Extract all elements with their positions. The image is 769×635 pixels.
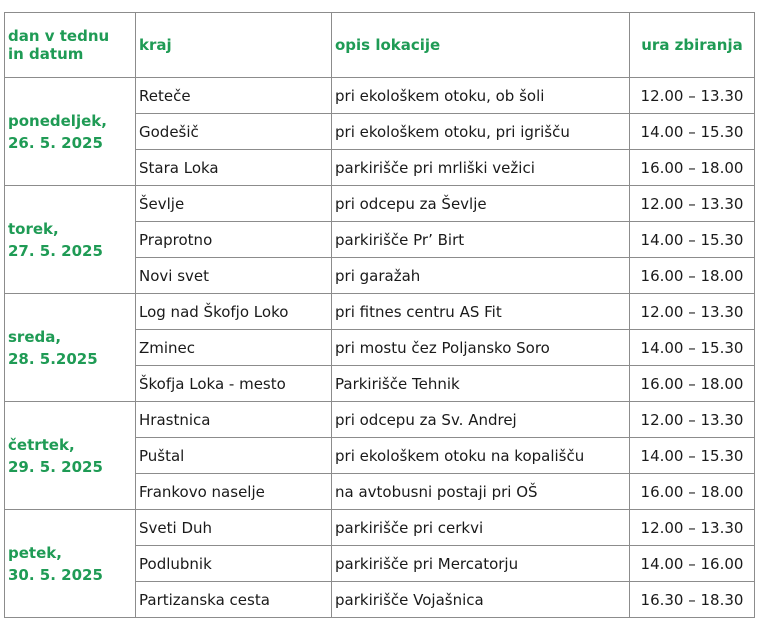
location-cell: parkirišče Pr’ Birt (332, 222, 630, 258)
location-cell: pri fitnes centru AS Fit (332, 294, 630, 330)
header-time: ura zbiranja (630, 13, 755, 78)
time-cell: 16.30 – 18.30 (630, 582, 755, 618)
place-cell: Frankovo naselje (136, 474, 332, 510)
schedule-table (4, 12, 755, 618)
time-cell: 16.00 – 18.00 (630, 366, 755, 402)
place-cell: Godešič (136, 114, 332, 150)
table-row (5, 294, 755, 330)
place-cell: Hrastnica (136, 402, 332, 438)
location-cell: parkirišče pri Mercatorju (332, 546, 630, 582)
day-name: ponedeljek, (8, 111, 107, 130)
time-cell: 14.00 – 15.30 (630, 114, 755, 150)
place-cell: Stara Loka (136, 150, 332, 186)
day-date-cell (5, 294, 136, 402)
place-cell: Partizanska cesta (136, 582, 332, 618)
day-name: četrtek, (8, 435, 75, 454)
time-cell: 14.00 – 15.30 (630, 330, 755, 366)
time-cell: 12.00 – 13.30 (630, 402, 755, 438)
location-cell: pri ekološkem otoku, ob šoli (332, 78, 630, 114)
place-cell: Praprotno (136, 222, 332, 258)
place-cell: Podlubnik (136, 546, 332, 582)
day-date-cell (5, 78, 136, 186)
time-cell: 14.00 – 15.30 (630, 222, 755, 258)
header-row (5, 13, 755, 78)
schedule-body (5, 78, 755, 618)
place-cell: Sveti Duh (136, 510, 332, 546)
location-cell: parkirišče Vojašnica (332, 582, 630, 618)
day-date: 28. 5.2025 (8, 349, 98, 368)
time-cell: 12.00 – 13.30 (630, 510, 755, 546)
time-cell: 12.00 – 13.30 (630, 294, 755, 330)
day-name: sreda, (8, 327, 62, 346)
table-row (5, 402, 755, 438)
location-cell: na avtobusni postaji pri OŠ (332, 474, 630, 510)
day-date: 26. 5. 2025 (8, 133, 103, 152)
day-date: 30. 5. 2025 (8, 565, 103, 584)
day-date-cell (5, 186, 136, 294)
table-row (5, 510, 755, 546)
header-place: kraj (136, 13, 332, 78)
day-date: 29. 5. 2025 (8, 457, 103, 476)
time-cell: 16.00 – 18.00 (630, 150, 755, 186)
location-cell: pri mostu čez Poljansko Soro (332, 330, 630, 366)
day-date: 27. 5. 2025 (8, 241, 103, 260)
time-cell: 14.00 – 15.30 (630, 438, 755, 474)
location-cell: pri odcepu za Sv. Andrej (332, 402, 630, 438)
place-cell: Novi svet (136, 258, 332, 294)
place-cell: Ševlje (136, 186, 332, 222)
day-name: torek, (8, 219, 59, 238)
day-name: petek, (8, 543, 62, 562)
time-cell: 16.00 – 18.00 (630, 474, 755, 510)
place-cell: Log nad Škofjo Loko (136, 294, 332, 330)
place-cell: Reteče (136, 78, 332, 114)
place-cell: Puštal (136, 438, 332, 474)
time-cell: 12.00 – 13.30 (630, 186, 755, 222)
time-cell: 14.00 – 16.00 (630, 546, 755, 582)
location-cell: pri ekološkem otoku, pri igrišču (332, 114, 630, 150)
location-cell: pri garažah (332, 258, 630, 294)
table-row (5, 78, 755, 114)
place-cell: Škofja Loka - mesto (136, 366, 332, 402)
place-cell: Zminec (136, 330, 332, 366)
location-cell: pri ekološkem otoku na kopališču (332, 438, 630, 474)
table-row (5, 186, 755, 222)
location-cell: parkirišče pri mrliški vežici (332, 150, 630, 186)
day-date-cell (5, 402, 136, 510)
header-day-date: dan v tednu in datum (5, 13, 136, 78)
location-cell: pri odcepu za Ševlje (332, 186, 630, 222)
location-cell: Parkirišče Tehnik (332, 366, 630, 402)
location-cell: parkirišče pri cerkvi (332, 510, 630, 546)
header-location: opis lokacije (332, 13, 630, 78)
time-cell: 12.00 – 13.30 (630, 78, 755, 114)
time-cell: 16.00 – 18.00 (630, 258, 755, 294)
day-date-cell (5, 510, 136, 618)
